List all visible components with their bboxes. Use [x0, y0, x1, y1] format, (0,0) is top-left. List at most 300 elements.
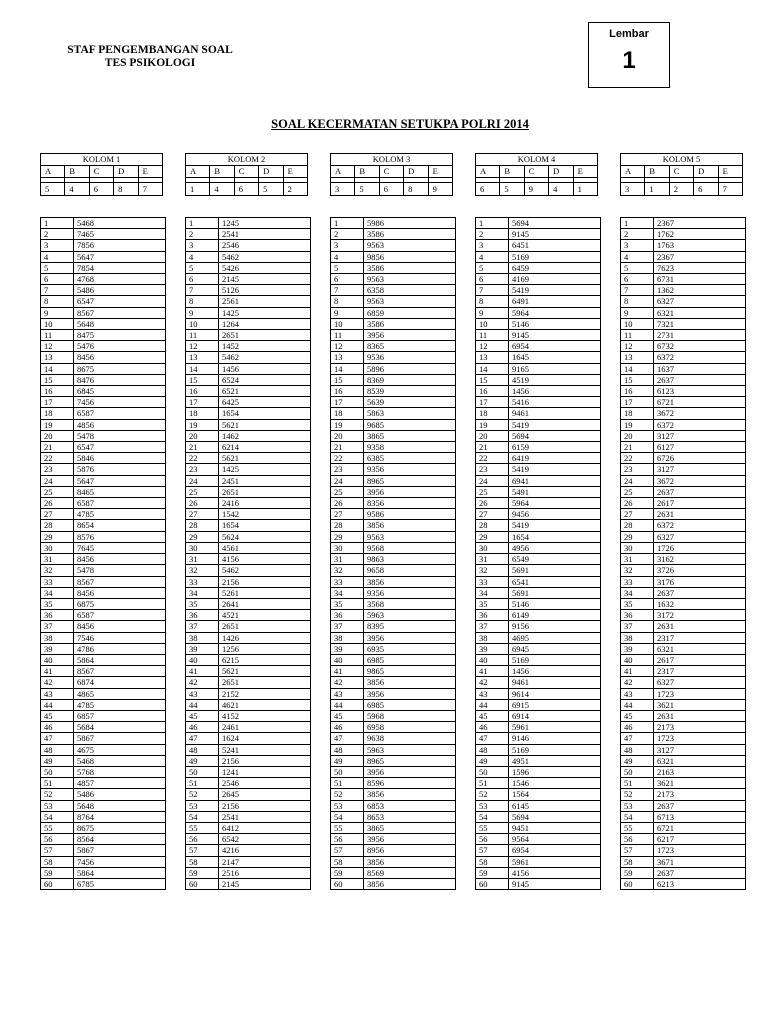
question-value: 5478	[74, 430, 166, 441]
question-row	[41, 486, 166, 497]
question-row	[621, 330, 746, 341]
question-number: 13	[186, 352, 219, 363]
question-value: 9658	[364, 565, 456, 576]
question-value: 5986	[364, 218, 456, 229]
question-row	[41, 744, 166, 755]
question-number: 52	[331, 789, 364, 800]
question-number: 51	[331, 778, 364, 789]
question-row	[331, 856, 456, 867]
question-value: 2651	[219, 621, 311, 632]
question-row	[476, 262, 601, 273]
question-value: 5876	[74, 464, 166, 475]
question-value: 1425	[219, 307, 311, 318]
question-row	[186, 766, 311, 777]
question-number: 51	[621, 778, 654, 789]
question-number: 32	[186, 565, 219, 576]
question-number: 52	[41, 789, 74, 800]
question-value: 5241	[219, 744, 311, 755]
question-value: 8456	[74, 587, 166, 598]
question-value: 6549	[509, 554, 601, 565]
question-number: 25	[476, 486, 509, 497]
question-value: 1452	[219, 341, 311, 352]
lembar-box	[588, 22, 670, 88]
question-row	[331, 509, 456, 520]
question-row	[621, 251, 746, 262]
question-number: 28	[186, 520, 219, 531]
question-row	[41, 520, 166, 531]
question-number: 2	[41, 229, 74, 240]
kolom-letter: E	[718, 166, 742, 178]
question-row	[476, 610, 601, 621]
question-value: 6521	[219, 386, 311, 397]
question-value: 2156	[219, 800, 311, 811]
question-number: 28	[476, 520, 509, 531]
question-row	[186, 755, 311, 766]
question-row	[186, 374, 311, 385]
question-row	[476, 755, 601, 766]
question-row	[621, 766, 746, 777]
question-value: 3621	[654, 778, 746, 789]
question-row	[331, 845, 456, 856]
question-number: 48	[331, 744, 364, 755]
question-row	[476, 352, 601, 363]
question-number: 50	[41, 766, 74, 777]
question-value: 6491	[509, 296, 601, 307]
question-value: 7856	[74, 240, 166, 251]
question-number: 27	[331, 509, 364, 520]
question-number: 29	[186, 531, 219, 542]
question-value: 8369	[364, 374, 456, 385]
question-row	[186, 744, 311, 755]
question-row	[186, 722, 311, 733]
question-value: 9145	[509, 229, 601, 240]
question-row	[331, 229, 456, 240]
question-value: 4521	[219, 610, 311, 621]
question-row	[476, 531, 601, 542]
question-row	[186, 486, 311, 497]
question-row	[331, 822, 456, 833]
question-number: 57	[621, 845, 654, 856]
question-row	[476, 520, 601, 531]
question-value: 6459	[509, 262, 601, 273]
question-number: 1	[186, 218, 219, 229]
question-value: 5961	[509, 856, 601, 867]
question-row	[41, 778, 166, 789]
kolom-letter: D	[549, 166, 573, 178]
question-value: 6587	[74, 498, 166, 509]
question-table	[620, 217, 746, 890]
question-number: 60	[41, 878, 74, 889]
question-number: 37	[621, 621, 654, 632]
question-number: 38	[41, 632, 74, 643]
question-value: 2317	[654, 632, 746, 643]
question-number: 9	[186, 307, 219, 318]
question-row	[186, 856, 311, 867]
question-value: 3956	[364, 632, 456, 643]
question-number: 19	[41, 419, 74, 430]
question-value: 6985	[364, 699, 456, 710]
question-value: 9358	[364, 442, 456, 453]
kolom-key-table	[40, 153, 163, 196]
question-value: 7321	[654, 318, 746, 329]
question-number: 8	[331, 296, 364, 307]
question-value: 2317	[654, 666, 746, 677]
question-number: 5	[621, 262, 654, 273]
question-number: 54	[331, 811, 364, 822]
question-value: 9863	[364, 554, 456, 565]
question-value: 3856	[364, 878, 456, 889]
question-value: 5476	[74, 341, 166, 352]
kolom-letter: B	[355, 166, 379, 178]
question-row	[41, 621, 166, 632]
question-value: 6915	[509, 699, 601, 710]
question-number: 6	[621, 274, 654, 285]
question-value: 6874	[74, 677, 166, 688]
question-value: 3621	[654, 699, 746, 710]
question-value: 1654	[509, 531, 601, 542]
question-number: 5	[331, 262, 364, 273]
question-value: 6958	[364, 722, 456, 733]
question-value: 2367	[654, 251, 746, 262]
question-number: 12	[621, 341, 654, 352]
question-value: 2541	[219, 229, 311, 240]
kolom-digit: 5	[259, 183, 283, 196]
question-row	[186, 565, 311, 576]
question-value: 6149	[509, 610, 601, 621]
question-row	[621, 811, 746, 822]
question-number: 48	[621, 744, 654, 755]
question-value: 5468	[74, 755, 166, 766]
kolom-digit: 4	[65, 183, 89, 196]
kolom-digit: 8	[114, 183, 138, 196]
question-number: 43	[476, 688, 509, 699]
question-row	[41, 677, 166, 688]
question-value: 8465	[74, 486, 166, 497]
question-value: 6587	[74, 408, 166, 419]
question-value: 8539	[364, 386, 456, 397]
question-value: 9563	[364, 274, 456, 285]
question-row	[621, 498, 746, 509]
question-value: 8476	[74, 374, 166, 385]
question-value: 5621	[219, 453, 311, 464]
question-number: 26	[186, 498, 219, 509]
question-number: 18	[331, 408, 364, 419]
question-value: 2546	[219, 778, 311, 789]
question-row	[476, 766, 601, 777]
question-value: 5169	[509, 744, 601, 755]
question-number: 29	[41, 531, 74, 542]
question-number: 33	[331, 576, 364, 587]
question-value: 2416	[219, 498, 311, 509]
question-number: 39	[41, 643, 74, 654]
question-row	[186, 699, 311, 710]
question-number: 56	[186, 834, 219, 845]
question-row	[186, 542, 311, 553]
question-row	[186, 778, 311, 789]
question-row	[476, 822, 601, 833]
question-value: 5621	[219, 666, 311, 677]
question-row	[331, 408, 456, 419]
organization-header	[40, 44, 260, 70]
question-value: 6541	[509, 576, 601, 587]
question-number: 56	[331, 834, 364, 845]
question-number: 45	[186, 710, 219, 721]
question-table	[330, 217, 456, 890]
question-value: 8654	[74, 520, 166, 531]
question-value: 1726	[654, 542, 746, 553]
question-row	[621, 587, 746, 598]
question-row	[41, 822, 166, 833]
question-number: 16	[621, 386, 654, 397]
question-number: 25	[41, 486, 74, 497]
question-value: 8567	[74, 666, 166, 677]
question-value: 5961	[509, 722, 601, 733]
question-number: 36	[331, 610, 364, 621]
question-number: 19	[186, 419, 219, 430]
question-row	[331, 666, 456, 677]
question-number: 58	[476, 856, 509, 867]
question-value: 6321	[654, 307, 746, 318]
question-row	[476, 733, 601, 744]
question-number: 53	[186, 800, 219, 811]
question-value: 5426	[219, 262, 311, 273]
question-value: 3956	[364, 834, 456, 845]
question-number: 18	[41, 408, 74, 419]
kolom-letter: D	[694, 166, 718, 178]
kolom-letter: A	[476, 166, 500, 178]
question-value: 6542	[219, 834, 311, 845]
question-value: 8365	[364, 341, 456, 352]
page-title: SOAL KECERMATAN SETUKPA POLRI 2014	[271, 117, 529, 131]
question-number: 20	[331, 430, 364, 441]
question-number: 53	[41, 800, 74, 811]
question-value: 2637	[654, 587, 746, 598]
question-row	[476, 688, 601, 699]
question-number: 59	[476, 867, 509, 878]
question-row	[331, 576, 456, 587]
question-number: 12	[331, 341, 364, 352]
question-row	[621, 274, 746, 285]
question-value: 6547	[74, 296, 166, 307]
question-value: 1654	[219, 520, 311, 531]
question-row	[476, 430, 601, 441]
question-value: 1362	[654, 285, 746, 296]
question-number: 19	[476, 419, 509, 430]
question-number: 54	[621, 811, 654, 822]
question-value: 6985	[364, 654, 456, 665]
question-number: 51	[186, 778, 219, 789]
question-number: 21	[186, 442, 219, 453]
question-number: 59	[331, 867, 364, 878]
question-value: 5694	[509, 811, 601, 822]
question-number: 23	[331, 464, 364, 475]
question-number: 26	[41, 498, 74, 509]
question-value: 5486	[74, 285, 166, 296]
question-value: 8356	[364, 498, 456, 509]
question-number: 59	[41, 867, 74, 878]
question-row	[331, 419, 456, 430]
question-number: 22	[41, 453, 74, 464]
question-row	[621, 554, 746, 565]
question-number: 11	[476, 330, 509, 341]
question-row	[331, 464, 456, 475]
question-number: 40	[41, 654, 74, 665]
question-number: 35	[476, 598, 509, 609]
question-number: 12	[186, 341, 219, 352]
question-value: 2156	[219, 576, 311, 587]
question-value: 1763	[654, 240, 746, 251]
question-value: 2731	[654, 330, 746, 341]
question-value: 5169	[509, 251, 601, 262]
question-number: 3	[331, 240, 364, 251]
question-row	[476, 621, 601, 632]
question-row	[476, 330, 601, 341]
question-number: 14	[476, 363, 509, 374]
question-value: 2637	[654, 486, 746, 497]
kolom-digit: 7	[138, 183, 162, 196]
question-row	[476, 475, 601, 486]
question-number: 54	[41, 811, 74, 822]
question-number: 56	[41, 834, 74, 845]
question-row	[41, 811, 166, 822]
question-value: 5462	[219, 352, 311, 363]
question-row	[41, 632, 166, 643]
question-number: 50	[621, 766, 654, 777]
question-number: 1	[331, 218, 364, 229]
question-value: 8564	[74, 834, 166, 845]
question-number: 49	[41, 755, 74, 766]
question-value: 3127	[654, 744, 746, 755]
question-row	[476, 509, 601, 520]
question-value: 4621	[219, 699, 311, 710]
question-value: 6726	[654, 453, 746, 464]
question-row	[41, 352, 166, 363]
question-number: 44	[41, 699, 74, 710]
question-row	[331, 397, 456, 408]
question-number: 18	[476, 408, 509, 419]
kolom-letter: A	[41, 166, 65, 178]
question-row	[621, 733, 746, 744]
question-number: 2	[186, 229, 219, 240]
question-row	[331, 800, 456, 811]
question-number: 58	[41, 856, 74, 867]
question-number: 57	[41, 845, 74, 856]
question-value: 3956	[364, 486, 456, 497]
question-row	[186, 453, 311, 464]
question-number: 13	[476, 352, 509, 363]
question-value: 8675	[74, 822, 166, 833]
question-number: 12	[41, 341, 74, 352]
question-row	[41, 643, 166, 654]
question-number: 6	[186, 274, 219, 285]
question-row	[331, 621, 456, 632]
question-number: 43	[331, 688, 364, 699]
question-number: 30	[41, 542, 74, 553]
question-row	[41, 554, 166, 565]
kolom-digit: 8	[404, 183, 428, 196]
question-value: 2541	[219, 811, 311, 822]
question-row	[41, 430, 166, 441]
question-value: 3162	[654, 554, 746, 565]
kolom-digit: 9	[428, 183, 452, 196]
question-number: 10	[41, 318, 74, 329]
question-number: 43	[186, 688, 219, 699]
question-row	[41, 878, 166, 889]
question-number: 34	[331, 587, 364, 598]
question-value: 6721	[654, 397, 746, 408]
question-value: 5968	[364, 710, 456, 721]
question-row	[476, 878, 601, 889]
question-number: 24	[621, 475, 654, 486]
question-number: 27	[41, 509, 74, 520]
question-number: 15	[41, 374, 74, 385]
question-row	[41, 576, 166, 587]
question-value: 4785	[74, 699, 166, 710]
question-value: 9456	[509, 509, 601, 520]
question-value: 1723	[654, 733, 746, 744]
question-value: 8456	[74, 554, 166, 565]
question-number: 31	[621, 554, 654, 565]
question-value: 3127	[654, 430, 746, 441]
question-row	[41, 542, 166, 553]
question-value: 4152	[219, 710, 311, 721]
question-row	[476, 587, 601, 598]
question-value: 6327	[654, 296, 746, 307]
question-row	[41, 397, 166, 408]
question-value: 5146	[509, 598, 601, 609]
question-value: 6547	[74, 442, 166, 453]
question-row	[186, 296, 311, 307]
org-line-1: STAF PENGEMBANGAN SOAL	[67, 44, 233, 56]
question-value: 6954	[509, 341, 601, 352]
question-value: 6159	[509, 442, 601, 453]
question-value: 1596	[509, 766, 601, 777]
question-value: 1245	[219, 218, 311, 229]
question-row	[621, 632, 746, 643]
question-number: 9	[621, 307, 654, 318]
question-number: 52	[621, 789, 654, 800]
question-row	[186, 475, 311, 486]
question-row	[621, 520, 746, 531]
question-number: 23	[621, 464, 654, 475]
question-number: 60	[621, 878, 654, 889]
question-number: 8	[476, 296, 509, 307]
question-row	[331, 520, 456, 531]
question-row	[186, 386, 311, 397]
question-value: 5639	[364, 397, 456, 408]
question-value: 2367	[654, 218, 746, 229]
question-number: 44	[186, 699, 219, 710]
kolom-digit: 9	[524, 183, 548, 196]
question-value: 9165	[509, 363, 601, 374]
question-number: 17	[476, 397, 509, 408]
question-value: 8764	[74, 811, 166, 822]
question-number: 53	[621, 800, 654, 811]
question-number: 15	[331, 374, 364, 385]
question-row	[186, 419, 311, 430]
kolom-digit: 6	[89, 183, 113, 196]
question-number: 14	[331, 363, 364, 374]
question-row	[621, 654, 746, 665]
question-value: 7546	[74, 632, 166, 643]
question-number: 8	[621, 296, 654, 307]
question-row	[621, 576, 746, 587]
question-value: 9461	[509, 408, 601, 419]
question-row	[476, 576, 601, 587]
question-number: 20	[186, 430, 219, 441]
question-value: 5419	[509, 520, 601, 531]
question-number: 42	[331, 677, 364, 688]
